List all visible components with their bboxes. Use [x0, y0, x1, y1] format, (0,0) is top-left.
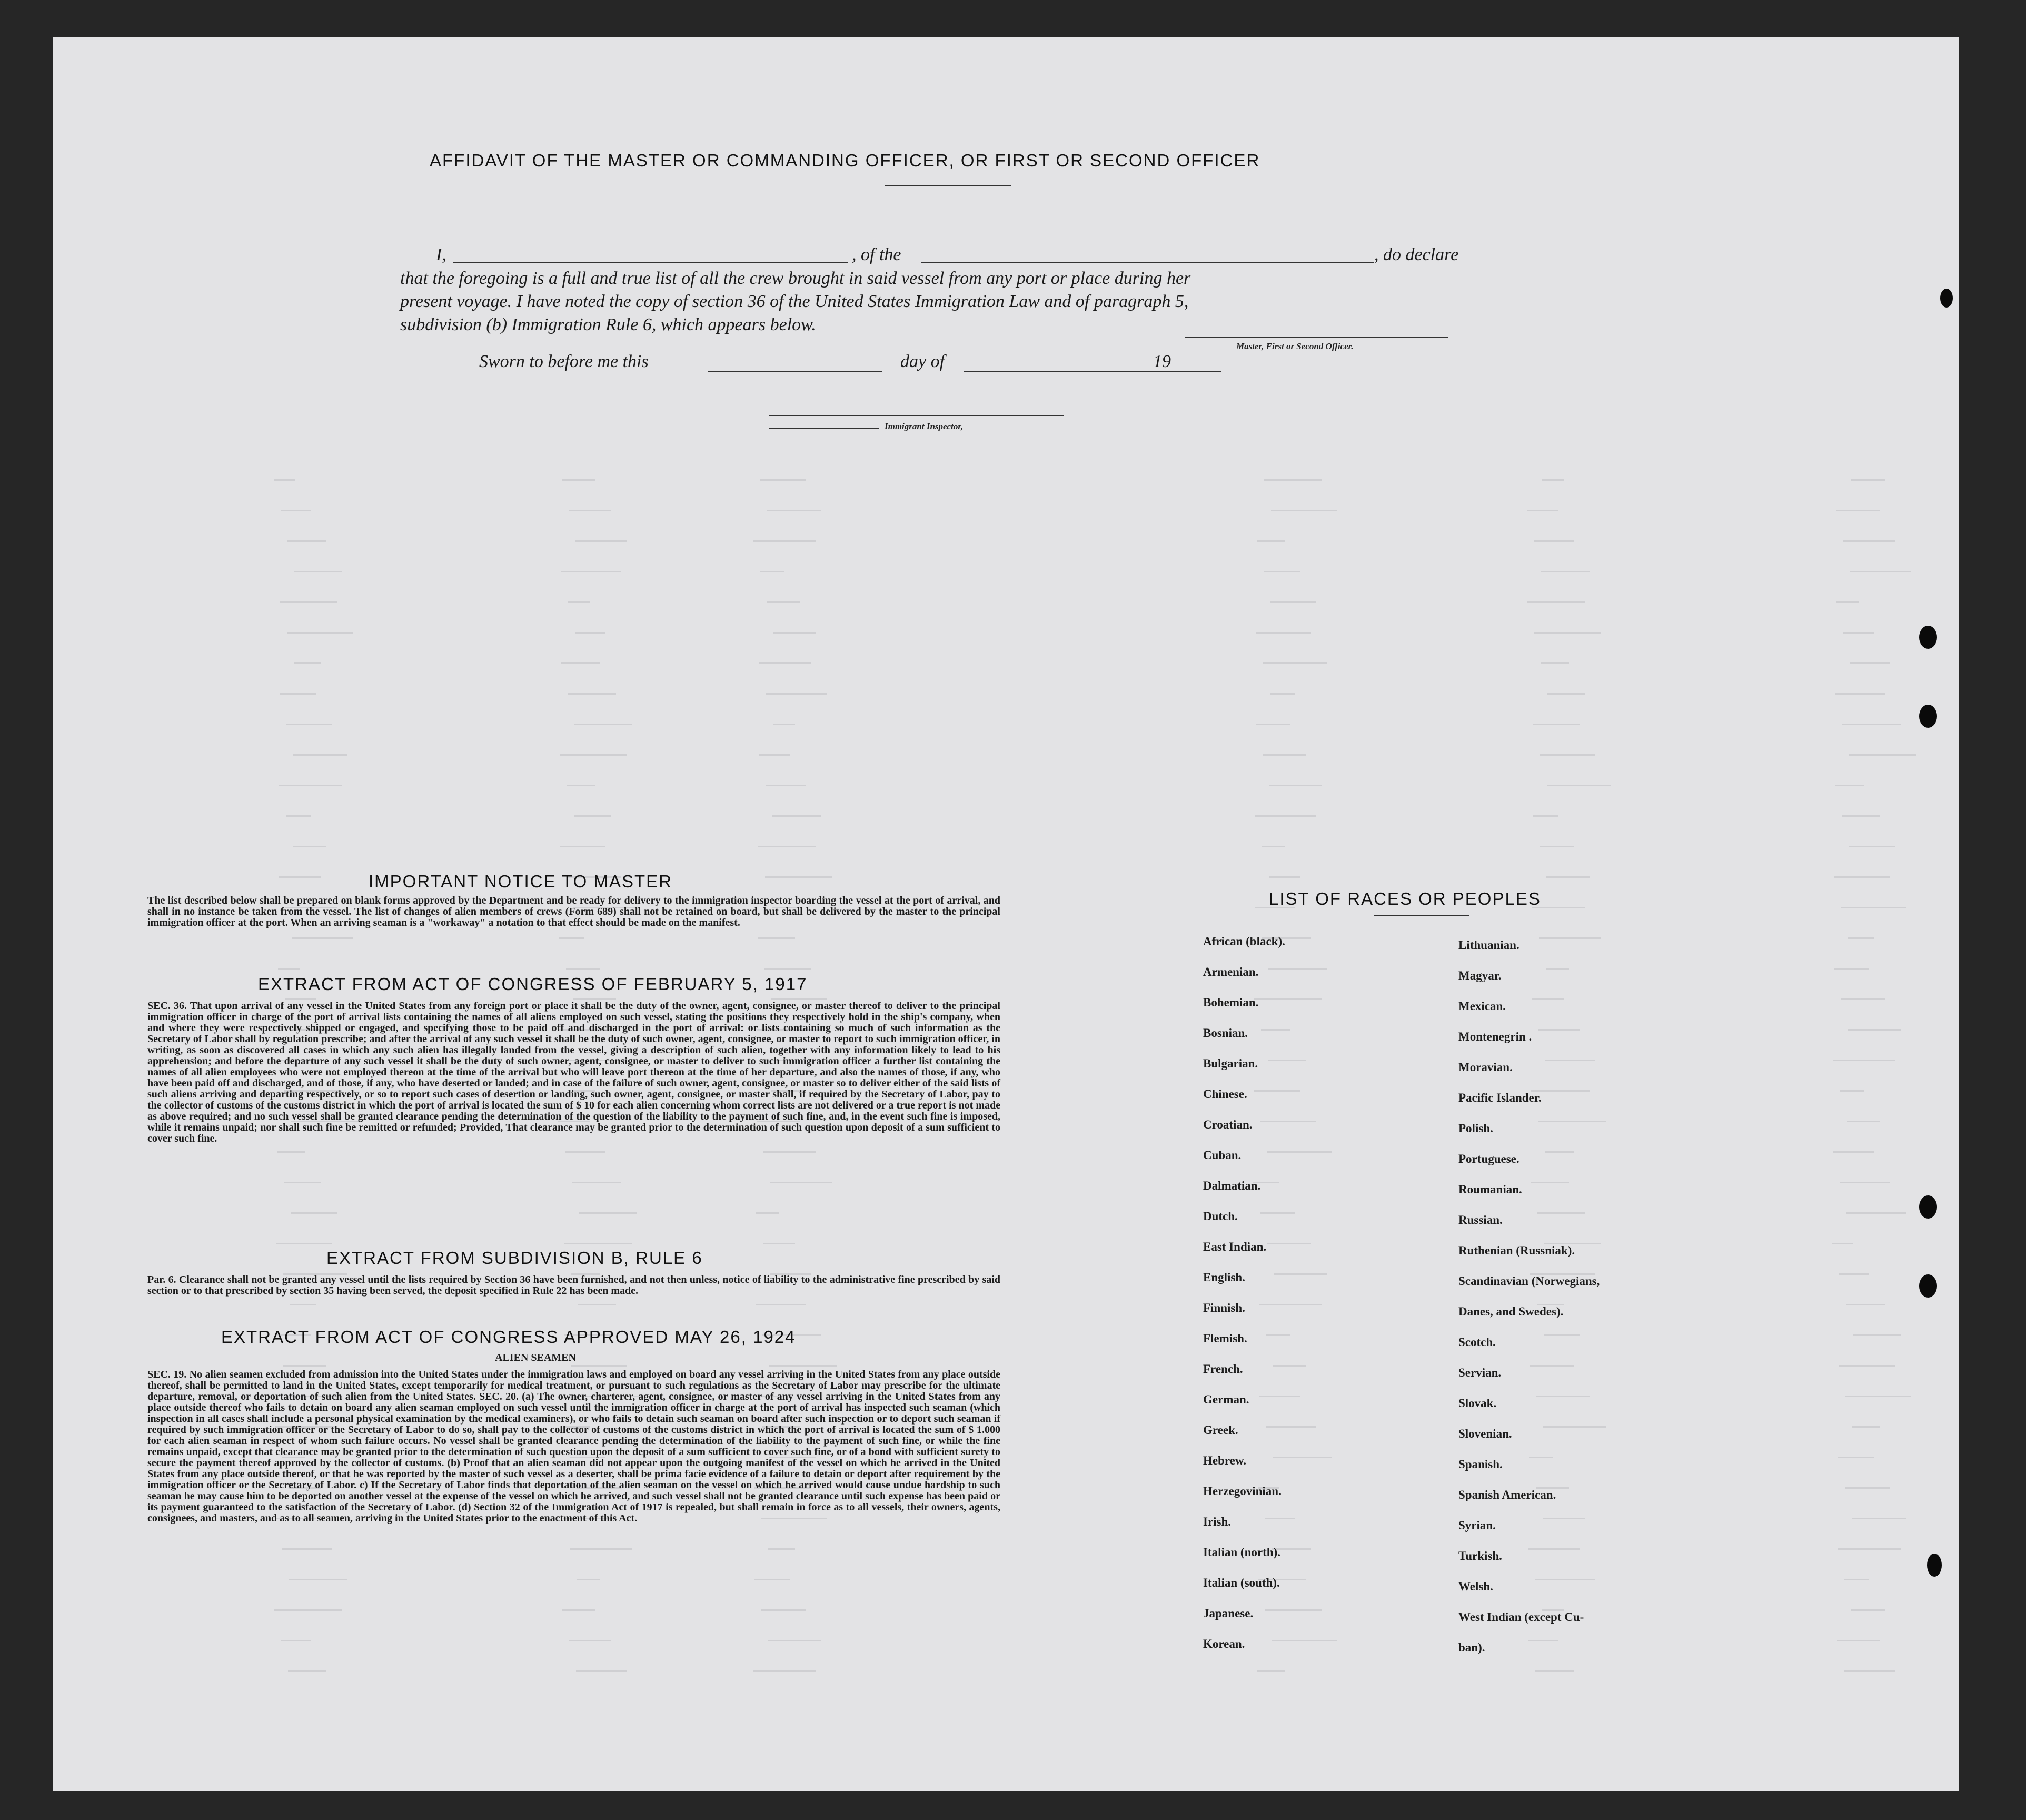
bleed-mark	[1840, 1090, 1864, 1092]
bleed-mark	[286, 724, 332, 725]
races-underline	[1374, 915, 1469, 916]
bleed-mark	[770, 1182, 832, 1183]
affidavit-line2: that the foregoing is a full and true list of all the crew brought in said vessel from any port or place during her	[400, 269, 1191, 288]
bleed-mark	[567, 785, 595, 786]
bleed-mark	[1259, 1304, 1322, 1305]
bleed-mark	[1844, 1670, 1895, 1672]
bleed-mark	[568, 601, 590, 603]
extract-1924-text: SEC. 19. No alien seamen excluded from admission into the United States under the immigration laws and employed on board any vessel arriving in the United States from any place outside thereof, shall be permitted to land in the United States, except temporarily for medical treatment, or pursuant to such regulations as the Secretary of Labor may prescribe for the ultimate departure, removal, or deportation of such alien from the United States. SEC. 20. (a) The owner, charterer, agent, consignee, or master of any vessel arriving in the United States from any place outside thereof who fails to detain on board any alien seaman employed on such vessel until the immigration officer in charge at the port of arrival has inspected such seaman (which inspection in all cases shall include a personal physical examination by the medical examiners), or who fails to detain such seaman on board after such inspection or to deport such seaman if required by such immigration officer or the Secretary of Labor to do so, shall pay to the collector of customs of the customs district in which the port of arrival is located the sum of $ 1.000 for each alien seaman in respect of whom such failure occurs. No vessel shall be granted clearance pending the determination of the liability to the payment of such fine, or while the fine remains unpaid, except that clearance may be granted prior to the determination of such question upon the deposit of a sum sufficient to cover such fine, or of a bond with sufficient surety to secure the payment thereof approved by the collector of customs. (b) Proof that an alien seaman did not appear upon the outgoing manifest of the vessel on which he arrived in the United States from any place outside thereof, or that he was reported by the master of such vessel as a deserter, shall be prima facie evidence of a failure to detain or deport after requirement by the immigration officer or the Secretary of Labor. c) If the Secretary of Labor finds that deportation of the alien seaman on the vessel on which he arrived would cause undue hardship to such seaman he may cause him to be deported on another vessel at the expense of the vessel on which he arrived, and such vessel shall not be granted clearance until such expense has been paid or its payment guaranteed to the satisfaction of the Secretary of Labor. (d) Section 32 of the Immigration Act of 1917 is repealed, but shall remain in force as to all vessels, their owners, agents, consignees, and masters, and as to all seamen, arriving in the United States prior to the enactment of this Act.	[147, 1369, 1000, 1524]
race-item: Scotch.	[1458, 1336, 1496, 1349]
bleed-mark	[766, 785, 806, 786]
punch-hole	[1927, 1554, 1942, 1577]
race-item: Herzegovinian.	[1203, 1485, 1282, 1498]
bleed-mark	[1266, 1334, 1290, 1336]
bleed-mark	[1834, 968, 1869, 970]
race-item: Moravian.	[1458, 1061, 1513, 1074]
race-item: Syrian.	[1458, 1519, 1496, 1532]
bleed-mark	[569, 1640, 611, 1641]
bleed-mark	[1260, 1212, 1295, 1214]
race-item: Finnish.	[1203, 1301, 1245, 1314]
bleed-mark	[1839, 1365, 1895, 1367]
bleed-mark	[281, 1640, 311, 1641]
extract-1917-text: SEC. 36. That upon arrival of any vessel in the United States from any foreign port or place it shall be the duty of the owner, agent, consignee, or master thereof to deliver to the principal immigration officer in charge of the port of arrival lists containing the names of all aliens employed on such vessel, stating the positions they respectively hold in the ship's company, when and where they were respectively shipped or engaged, and specifying those to be paid off and discharged in the port of arrival: or lists containing so much of such information as the Secretary of Labor shall by regulation prescribe; and after the arrival of any such vessel it shall be the duty of such owner, agent, consignee, or master to report to such immigration officer, in writing, as soon as discovered all cases in which any such alien has illegally landed from the vessel, giving a description of such alien, together with any information likely to lead to his apprehension; and before the departure of any such vessel it shall be the duty of such owner, agent, consignee, or master to deliver to such immigration officer a further list containing the names of all alien employees who were not employed thereon at the time of the arrival but who will leave port thereon at the time of her departure, and also the names of those, if any, who have been paid off and discharged, and of those, if any, who have deserted or landed; and in case of the failure of such owner, agent, consignee, or master so to deliver either of the said lists of such aliens arriving and departing respectively, or so to report such cases of desertion or landing, such owner, agent, consignee, or master shall, if required by the Secretary of Labor, pay to the collector of customs of the customs district in which the port of arrival is located the sum of $ 10 for each alien concerning whom correct lists are not delivered or a true report is not made as above required; and no such vessel shall be granted clearance pending the determination of the question of the liability to the payment of such fine, and, in the event such fine is imposed, while it remains unpaid; nor shall such fine be remitted or refunded; Provided, That clearance may be granted prior to the determination of such question upon deposit of a sum sufficient to cover such fine.	[147, 1000, 1000, 1144]
bleed-mark	[1272, 1640, 1337, 1641]
affidavit-of-the: , of the	[852, 245, 901, 264]
bleed-mark	[1530, 1365, 1574, 1367]
bleed-mark	[1532, 998, 1564, 1000]
race-item: Dalmatian.	[1203, 1179, 1261, 1192]
bleed-mark	[1842, 815, 1880, 817]
bleed-mark	[1845, 1396, 1911, 1397]
bleed-mark	[569, 510, 611, 511]
bleed-mark	[763, 1243, 795, 1244]
bleed-mark	[288, 1670, 326, 1672]
document-page	[53, 37, 1959, 1791]
bleed-mark	[564, 1243, 632, 1244]
bleed-mark	[279, 785, 342, 786]
bleed-mark	[1838, 1457, 1874, 1458]
bleed-mark	[753, 540, 816, 542]
race-item: Russian.	[1458, 1213, 1503, 1226]
bleed-mark	[1254, 998, 1322, 1000]
bleed-mark	[1839, 1273, 1869, 1275]
bleed-mark	[1841, 907, 1906, 908]
bleed-mark	[768, 1548, 795, 1550]
race-item: Montenegrin .	[1458, 1030, 1532, 1043]
bleed-mark	[1845, 1487, 1890, 1489]
bleed-mark	[1534, 540, 1574, 542]
bleed-mark	[767, 510, 821, 511]
bleed-mark	[1254, 1090, 1300, 1092]
affidavit-title: AFFIDAVIT OF THE MASTER OR COMMANDING OFFICER, OR FIRST OR SECOND OFFICER	[430, 151, 1260, 170]
race-item: Slovak.	[1458, 1397, 1497, 1410]
bleed-mark	[769, 1365, 837, 1367]
bleed-mark	[1842, 724, 1901, 725]
bleed-mark	[1261, 1029, 1290, 1031]
race-item: Slovenian.	[1458, 1427, 1512, 1440]
bleed-mark	[1273, 1365, 1306, 1367]
bleed-mark	[1270, 601, 1316, 603]
race-item: West Indian (except Cu-	[1458, 1610, 1584, 1624]
bleed-mark	[1274, 1273, 1327, 1275]
bleed-mark	[1259, 1396, 1300, 1397]
bleed-mark	[1540, 754, 1595, 756]
bleed-mark	[1843, 632, 1874, 634]
bleed-mark	[1850, 662, 1890, 664]
bleed-mark	[1268, 1060, 1306, 1061]
race-item: Chinese.	[1203, 1087, 1247, 1101]
bleed-mark	[287, 540, 326, 542]
bleed-mark	[1541, 662, 1569, 664]
bleed-mark	[768, 1640, 821, 1641]
bleed-mark	[772, 815, 821, 817]
bleed-mark	[1531, 1182, 1569, 1183]
bleed-mark	[1270, 693, 1295, 695]
bleed-mark	[1849, 754, 1916, 756]
inspector-caption: Immigrant Inspector,	[885, 421, 964, 431]
race-item: Turkish.	[1458, 1549, 1502, 1562]
bleed-mark	[758, 937, 795, 939]
bleed-mark	[562, 1609, 595, 1611]
race-item: Hebrew.	[1203, 1454, 1246, 1467]
race-item: Welsh.	[1458, 1580, 1493, 1593]
race-item: ban).	[1458, 1641, 1485, 1654]
race-item: Portuguese.	[1458, 1152, 1519, 1165]
bleed-mark	[1853, 1334, 1901, 1336]
bleed-mark	[274, 1609, 342, 1611]
bleed-mark	[1264, 479, 1322, 481]
extract-1924-subtitle: ALIEN SEAMEN	[495, 1352, 576, 1363]
vessel-blank	[921, 262, 1374, 263]
bleed-mark	[576, 1670, 627, 1672]
bleed-mark	[1544, 1334, 1580, 1336]
race-item: German.	[1203, 1393, 1249, 1406]
bleed-mark	[1852, 1518, 1906, 1519]
rule6-title: EXTRACT FROM SUBDIVISION B, RULE 6	[326, 1248, 703, 1268]
bleed-mark	[1265, 1518, 1295, 1519]
bleed-mark	[294, 662, 321, 664]
bleed-mark	[287, 632, 353, 634]
race-item: Cuban.	[1203, 1149, 1242, 1162]
race-item: Spanish American.	[1458, 1488, 1556, 1501]
bleed-mark	[1533, 724, 1580, 725]
title-underline	[885, 185, 1011, 186]
race-item: Danes, and Swedes).	[1458, 1305, 1564, 1318]
bleed-mark	[1255, 815, 1316, 817]
bleed-mark	[291, 1212, 337, 1214]
bleed-mark	[760, 479, 806, 481]
bleed-mark	[1257, 540, 1285, 542]
bleed-mark	[1848, 1029, 1901, 1031]
punch-hole	[1940, 289, 1953, 308]
bleed-mark	[276, 1243, 332, 1244]
bleed-mark	[280, 601, 337, 603]
bleed-mark	[578, 1304, 616, 1305]
bleed-mark	[1835, 785, 1864, 786]
bleed-mark	[1836, 510, 1880, 511]
bleed-mark	[571, 1365, 627, 1367]
bleed-mark	[568, 693, 616, 695]
bleed-mark	[1545, 1060, 1595, 1061]
bleed-mark	[1534, 632, 1601, 634]
bleed-mark	[566, 968, 600, 970]
race-item: Italian (north).	[1203, 1546, 1280, 1559]
bleed-mark	[756, 1212, 779, 1214]
inspector-line-1	[769, 415, 1064, 416]
punch-hole	[1919, 1195, 1937, 1219]
bleed-mark	[1263, 754, 1306, 756]
bleed-mark	[763, 1151, 816, 1153]
bleed-mark	[1527, 510, 1558, 511]
signature-caption: Master, First or Second Officer.	[1236, 341, 1354, 351]
punch-hole	[1919, 705, 1937, 728]
bleed-mark	[1266, 1426, 1316, 1428]
bleed-mark	[1538, 1121, 1606, 1122]
bleed-mark	[290, 1304, 316, 1305]
bleed-mark	[1850, 571, 1911, 572]
bleed-mark	[289, 1579, 347, 1580]
bleed-mark	[1529, 1457, 1553, 1458]
bleed-mark	[1267, 1243, 1311, 1244]
bleed-mark	[1539, 937, 1601, 939]
bleed-mark	[773, 724, 795, 725]
bleed-mark	[1271, 510, 1337, 511]
bleed-mark	[1533, 815, 1558, 817]
bleed-mark	[758, 846, 816, 847]
bleed-mark	[1846, 1304, 1885, 1305]
bleed-mark	[286, 815, 311, 817]
extract-1917-title: EXTRACT FROM ACT OF CONGRESS OF FEBRUARY 5, 1917	[258, 974, 808, 994]
bleed-mark	[1847, 1121, 1880, 1122]
bleed-mark	[1546, 876, 1590, 878]
bleed-mark	[561, 571, 621, 572]
bleed-mark	[1541, 571, 1590, 572]
bleed-mark	[282, 1548, 332, 1550]
bleed-mark	[277, 1151, 305, 1153]
bleed-mark	[1832, 1243, 1853, 1244]
race-item: Bosnian.	[1203, 1026, 1248, 1040]
bleed-mark	[1545, 1151, 1574, 1153]
bleed-mark	[756, 1304, 806, 1305]
bleed-mark	[1547, 693, 1585, 695]
bleed-mark	[572, 1182, 621, 1183]
bleed-mark	[1833, 1060, 1895, 1061]
bleed-mark	[1844, 1579, 1869, 1580]
bleed-mark	[1547, 785, 1611, 786]
bleed-mark	[1256, 632, 1311, 634]
bleed-mark	[1537, 1212, 1585, 1214]
name-blank	[453, 262, 848, 263]
inspector-line-2	[769, 428, 879, 429]
race-item: Lithuanian.	[1458, 938, 1519, 952]
bleed-mark	[1834, 876, 1890, 878]
bleed-mark	[1846, 1212, 1906, 1214]
bleed-mark	[278, 968, 300, 970]
bleed-mark	[773, 632, 816, 634]
race-item: Bulgarian.	[1203, 1057, 1258, 1070]
bleed-mark	[1840, 1182, 1890, 1183]
bleed-mark	[1528, 1640, 1558, 1641]
bleed-mark	[759, 662, 811, 664]
bleed-mark	[293, 754, 347, 756]
bleed-mark	[574, 724, 632, 725]
race-item: Flemish.	[1203, 1332, 1247, 1345]
bleed-mark	[560, 754, 627, 756]
race-item: Bohemian.	[1203, 996, 1259, 1009]
race-item: Italian (south).	[1203, 1576, 1280, 1589]
bleed-mark	[283, 1365, 326, 1367]
bleed-mark	[1837, 1640, 1880, 1641]
notice-text: The list described below shall be prepared on blank forms approved by the Department and be ready for delivery to the immigration inspector boarding the vessel at the port of arrival, and shall in no instance be taken from the vessel. The list of changes of alien members of crews (Form 689) shall not be retained on board, but shall be delivered by the master to the principal immigration officer at the port. When an arriving seaman is a "workaway" a notation to that effect should be made on the manifest.	[147, 895, 1000, 928]
bleed-mark	[759, 754, 790, 756]
bleed-mark	[1542, 479, 1564, 481]
bleed-mark	[1527, 601, 1585, 603]
races-title: LIST OF RACES OR PEOPLES	[1269, 889, 1541, 908]
bleed-mark	[754, 1579, 790, 1580]
bleed-mark	[1264, 571, 1300, 572]
bleed-mark	[753, 1670, 816, 1672]
bleed-mark	[560, 846, 605, 847]
race-item: Mexican.	[1458, 1000, 1506, 1013]
bleed-mark	[1535, 1579, 1595, 1580]
notice-title: IMPORTANT NOTICE TO MASTER	[369, 872, 673, 891]
bleed-mark	[279, 876, 321, 878]
bleed-mark	[294, 571, 342, 572]
bleed-mark	[1528, 1548, 1580, 1550]
race-item: African (black).	[1203, 935, 1285, 948]
race-item: Ruthenian (Russniak).	[1458, 1244, 1575, 1257]
bleed-mark	[280, 693, 316, 695]
bleed-mark	[760, 571, 784, 572]
bleed-mark	[562, 479, 595, 481]
race-item: Spanish.	[1458, 1458, 1503, 1471]
bleed-mark	[574, 815, 611, 817]
bleed-mark	[559, 937, 584, 939]
bleed-mark	[561, 662, 600, 664]
bleed-mark	[1256, 724, 1290, 725]
bleed-mark	[274, 479, 295, 481]
race-item: Japanese.	[1203, 1607, 1254, 1620]
race-item: East Indian.	[1203, 1240, 1267, 1253]
race-item: Scandinavian (Norwegians,	[1458, 1274, 1600, 1288]
sworn-text: Sworn to before me this	[479, 352, 649, 371]
bleed-mark	[570, 1548, 632, 1550]
bleed-mark	[1257, 1670, 1285, 1672]
bleed-mark	[1262, 846, 1285, 847]
race-item: Armenian.	[1203, 965, 1259, 978]
bleed-mark	[1835, 693, 1885, 695]
bleed-mark	[575, 632, 605, 634]
year-blank	[1174, 371, 1221, 372]
race-item: Roumanian.	[1458, 1183, 1522, 1196]
bleed-mark	[1535, 1670, 1574, 1672]
signature-line	[1185, 337, 1448, 338]
race-item: Pacific Islander.	[1458, 1091, 1542, 1104]
bleed-mark	[767, 601, 800, 603]
bleed-mark	[1851, 479, 1885, 481]
bleed-mark	[1267, 1151, 1332, 1153]
bleed-mark	[1838, 1548, 1901, 1550]
bleed-mark	[1543, 1426, 1606, 1428]
race-item: English.	[1203, 1271, 1245, 1284]
bleed-mark	[565, 1151, 605, 1153]
bleed-mark	[575, 540, 627, 542]
day-of-text: day of	[900, 352, 945, 371]
punch-hole	[1919, 1274, 1937, 1298]
bleed-mark	[764, 968, 811, 970]
affidavit-line4: subdivision (b) Immigration Rule 6, which appears below.	[400, 315, 816, 334]
bleed-mark	[284, 1182, 321, 1183]
bleed-mark	[1540, 846, 1574, 847]
bleed-mark	[1836, 601, 1859, 603]
sworn-day-blank	[708, 371, 882, 372]
year-text: 19	[1153, 352, 1171, 371]
race-item: Irish.	[1203, 1515, 1232, 1528]
bleed-mark	[281, 510, 311, 511]
race-item: Polish.	[1458, 1122, 1493, 1135]
bleed-mark	[766, 693, 827, 695]
bleed-mark	[1536, 1396, 1590, 1397]
bleed-mark	[1269, 785, 1322, 786]
race-item: Dutch.	[1203, 1210, 1238, 1223]
bleed-mark	[1269, 876, 1300, 878]
race-item: French.	[1203, 1362, 1243, 1376]
bleed-mark	[1273, 1457, 1332, 1458]
affidavit-declare: , do declare	[1374, 245, 1459, 264]
bleed-mark	[579, 1212, 637, 1214]
bleed-mark	[761, 1609, 806, 1611]
bleed-mark	[1546, 968, 1569, 970]
bleed-mark	[1833, 1151, 1874, 1153]
affidavit-line3: present voyage. I have noted the copy of section 36 of the United States Immigration Law and of paragraph 5,	[400, 292, 1189, 311]
bleed-mark	[1538, 1029, 1580, 1031]
punch-hole	[1919, 626, 1937, 649]
race-item: Korean.	[1203, 1637, 1245, 1650]
bleed-mark	[1848, 937, 1874, 939]
bleed-mark	[292, 937, 353, 939]
bleed-mark	[1268, 968, 1327, 970]
race-item: Greek.	[1203, 1423, 1238, 1437]
race-item: Magyar.	[1458, 969, 1502, 982]
race-item: Croatian.	[1203, 1118, 1253, 1131]
bleed-mark	[1260, 1121, 1316, 1122]
bleed-mark	[1263, 662, 1327, 664]
bleed-mark	[1851, 1609, 1885, 1611]
bleed-mark	[293, 846, 326, 847]
race-item: Servian.	[1458, 1366, 1502, 1379]
bleed-mark	[1852, 1426, 1880, 1428]
rule6-text: Par. 6. Clearance shall not be granted any vessel until the lists required by Section 36 have been furnished, and not then unless, notice of liability to the administrative fine prescribed by said section or to that prescribed by section 35 having been served, the deposit specified in Rule 22 has been made.	[147, 1274, 1000, 1297]
affidavit-i: I,	[436, 245, 446, 264]
bleed-mark	[1543, 1518, 1585, 1519]
bleed-mark	[765, 876, 832, 878]
extract-1924-title: EXTRACT FROM ACT OF CONGRESS APPROVED MAY 26, 1924	[221, 1327, 796, 1347]
bleed-mark	[1841, 998, 1885, 1000]
bleed-mark	[1849, 846, 1895, 847]
bleed-mark	[1843, 540, 1895, 542]
bleed-mark	[577, 1579, 600, 1580]
bleed-mark	[1265, 1609, 1322, 1611]
